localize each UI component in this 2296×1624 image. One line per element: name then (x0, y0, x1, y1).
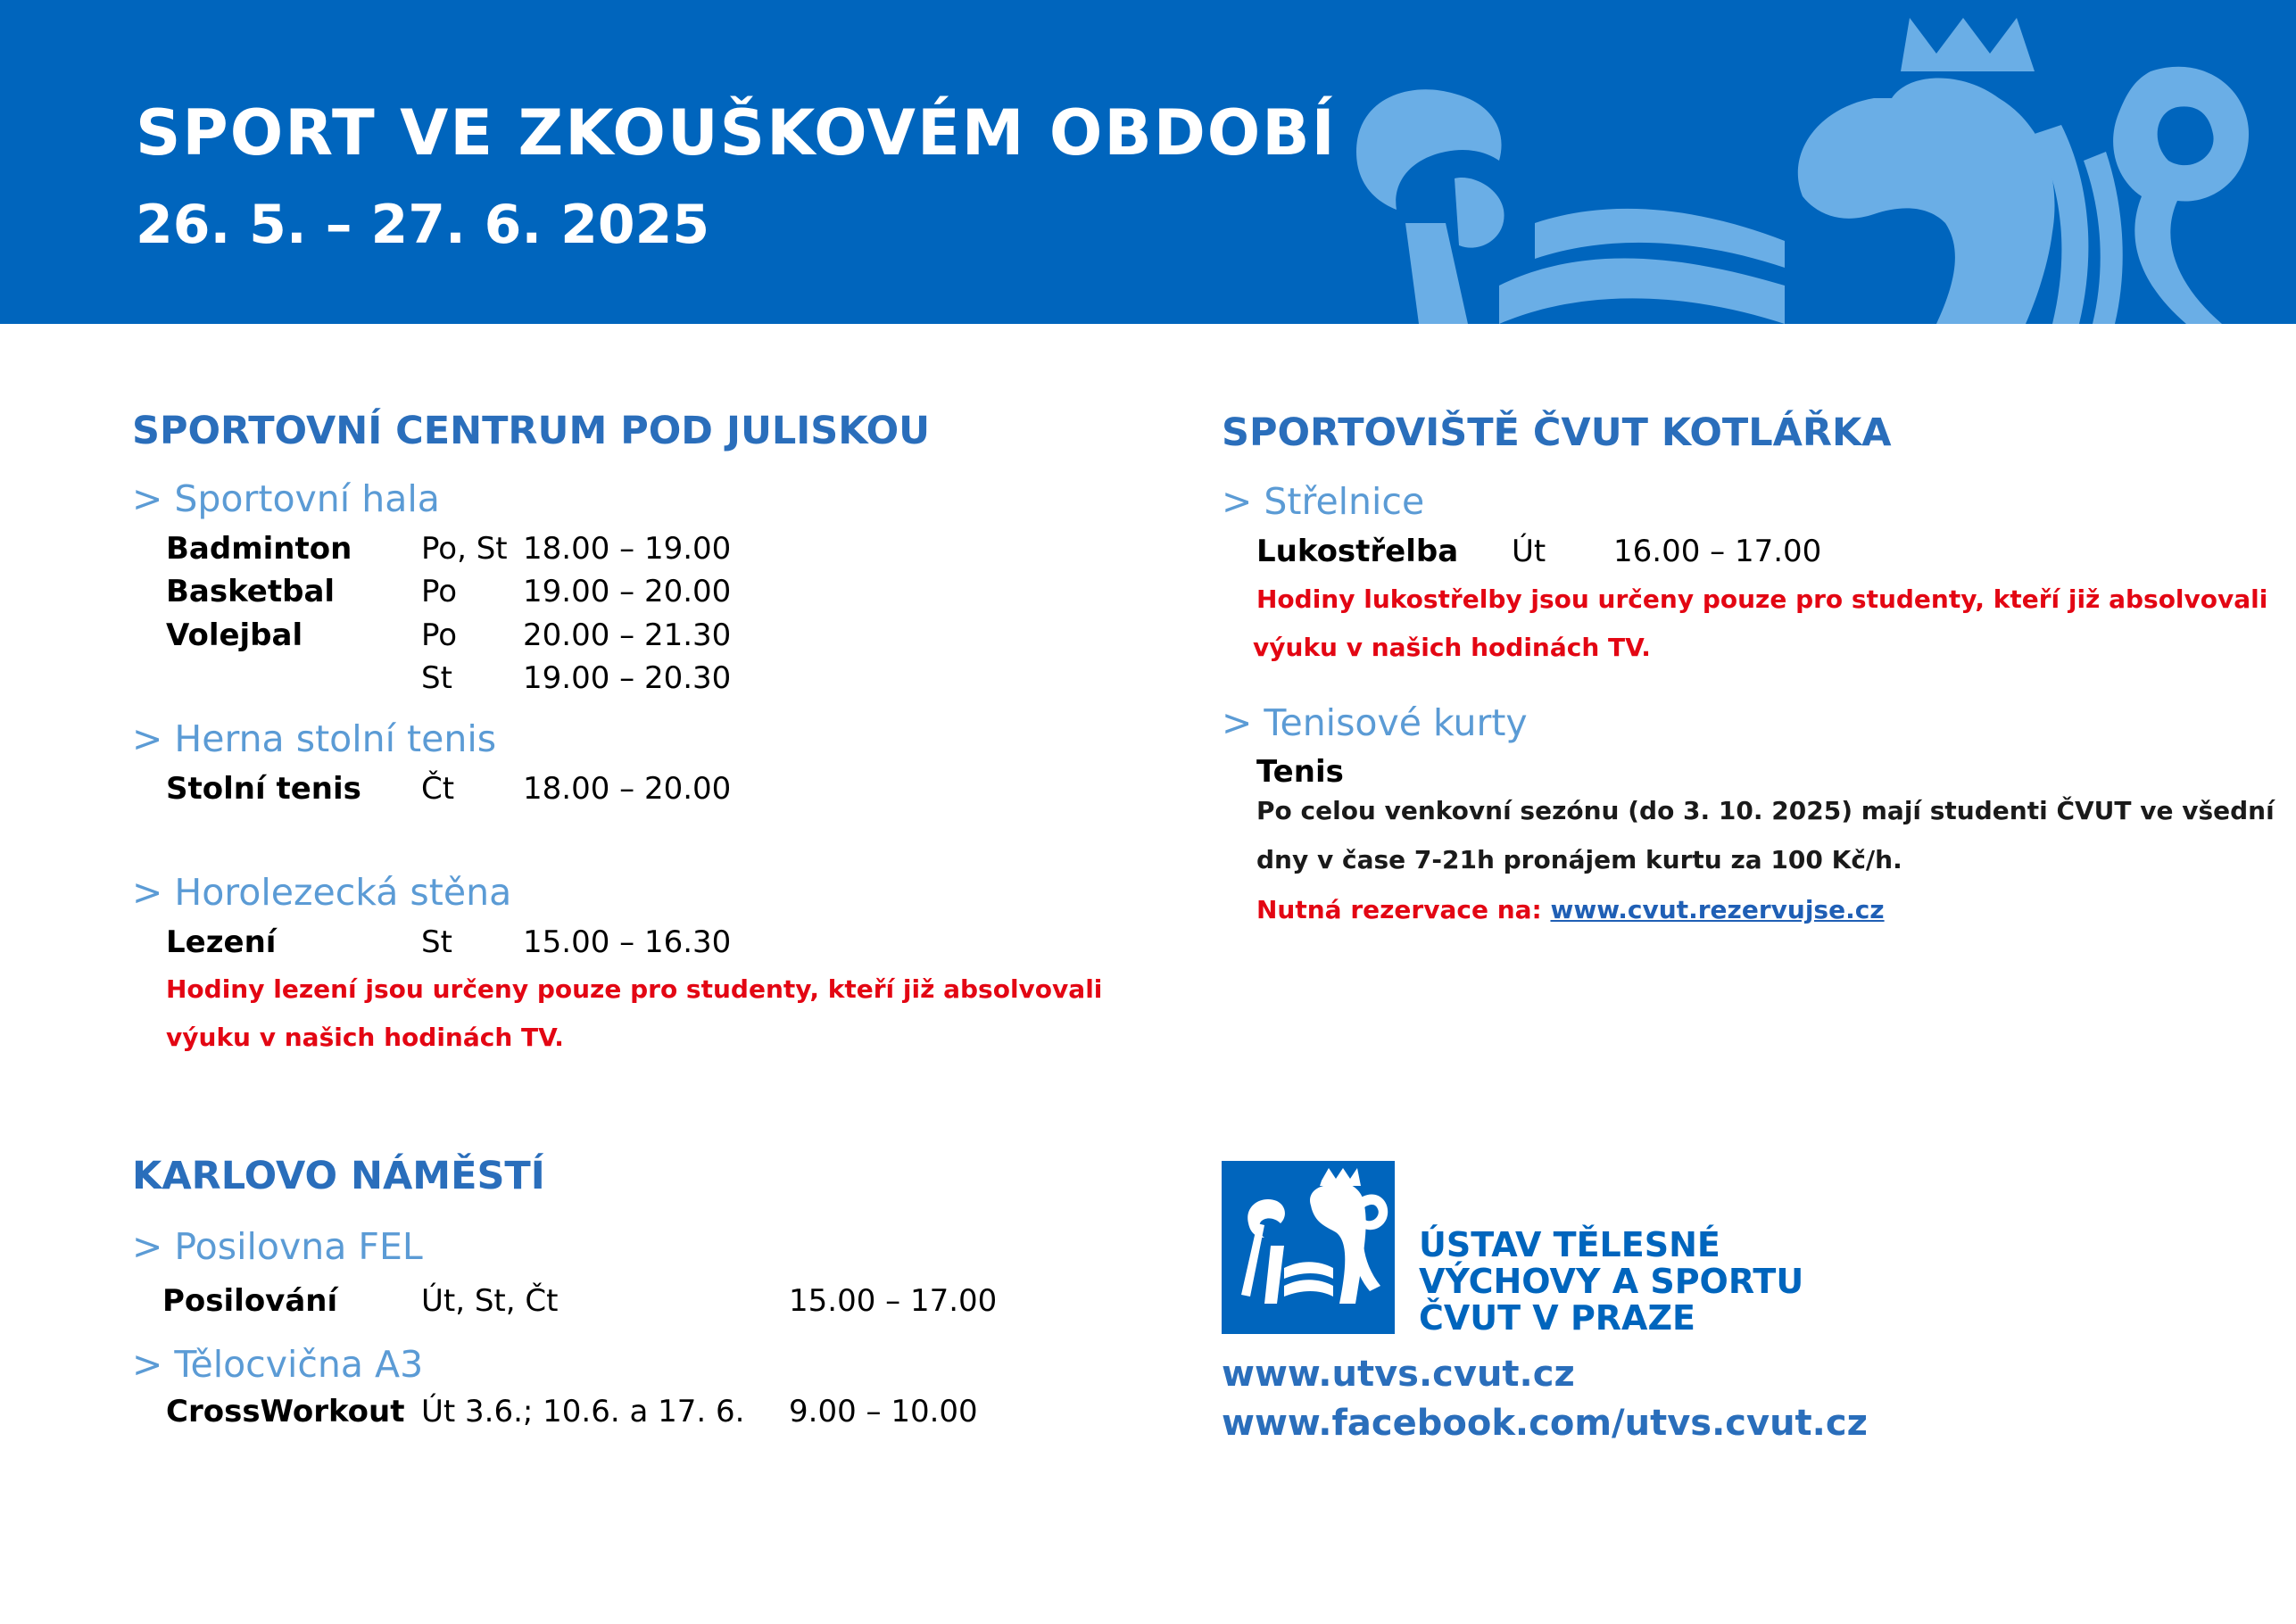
section-title-karlovo: KARLOVO NÁMĚSTÍ (132, 1154, 545, 1198)
day-value: St (421, 924, 452, 960)
day-value: St (421, 660, 452, 696)
subsection-posilovna: > Posilovna FEL (132, 1225, 423, 1268)
reservation-line (1256, 895, 1885, 924)
day-value: Út 3.6.; 10.6. a 17. 6. (421, 1394, 745, 1429)
activity-name: Posilování (162, 1283, 338, 1319)
climbing-note: Hodiny lezení jsou určeny pouze pro studenty, kteří již absolvovali (166, 974, 1103, 1004)
activity-name: Badminton (166, 531, 352, 567)
tennis-info: Po celou venkovní sezónu (do 3. 10. 2025) mají studenti ČVUT ve všední (1256, 796, 2275, 825)
time-value: 15.00 – 16.30 (523, 924, 732, 960)
day-value: Po (421, 617, 458, 653)
activity-name: Stolní tenis (166, 771, 361, 807)
subsection-horolezecka-stena: > Horolezecká stěna (132, 871, 512, 914)
time-value: 15.00 – 17.00 (789, 1283, 998, 1319)
cvut-logo (1222, 1161, 1395, 1334)
day-value: Čt (421, 771, 455, 807)
activity-name: Lukostřelba (1256, 534, 1459, 569)
day-value: Po (421, 574, 458, 609)
time-value: 18.00 – 19.00 (523, 531, 732, 567)
institute-name: ÚSTAV TĚLESNÉ (1419, 1225, 1720, 1264)
section-title-kotlarka: SPORTOVIŠTĚ ČVUT KOTLÁŘKA (1222, 410, 1892, 455)
activity-name: Tenis (1256, 754, 1344, 790)
time-value: 19.00 – 20.00 (523, 574, 732, 609)
reservation-label: Nutná rezervace na: (1256, 895, 1551, 924)
time-value: 18.00 – 20.00 (523, 771, 732, 807)
lion-logo-icon (1222, 1161, 1395, 1334)
page-title: SPORT VE ZKOUŠKOVÉM OBDOBÍ (136, 96, 1337, 170)
climbing-note: výuku v našich hodinách TV. (166, 1023, 564, 1052)
activity-name: Volejbal (166, 617, 303, 653)
day-value: Po, St (421, 531, 508, 567)
section-title-juliska: SPORTOVNÍ CENTRUM POD JULISKOU (132, 409, 931, 453)
institute-name: VÝCHOVY A SPORTU (1419, 1262, 1804, 1301)
time-value: 9.00 – 10.00 (789, 1394, 978, 1429)
activity-name: Lezení (166, 924, 277, 960)
facebook-link[interactable]: www.facebook.com/utvs.cvut.cz (1222, 1403, 1868, 1444)
website-link[interactable]: www.utvs.cvut.cz (1222, 1354, 1575, 1395)
activity-name: CrossWorkout (166, 1394, 405, 1429)
time-value: 16.00 – 17.00 (1613, 534, 1822, 569)
header-banner (0, 0, 2296, 324)
time-value: 19.00 – 20.30 (523, 660, 732, 696)
institute-name: ČVUT V PRAZE (1419, 1298, 1695, 1338)
subsection-herna: > Herna stolní tenis (132, 717, 497, 760)
archery-note: výuku v našich hodinách TV. (1253, 633, 1651, 662)
activity-name: Basketbal (166, 574, 336, 609)
lion-emblem-icon (1321, 18, 2267, 324)
subsection-tenisove-kurty: > Tenisové kurty (1222, 701, 1528, 744)
day-value: Út, St, Čt (421, 1283, 559, 1319)
subsection-strelnice: > Střelnice (1222, 480, 1425, 523)
reservation-link[interactable]: www.cvut.rezervujse.cz (1550, 895, 1885, 924)
date-range: 26. 5. – 27. 6. 2025 (136, 194, 710, 256)
tennis-info: dny v čase 7-21h pronájem kurtu za 100 Kč/h. (1256, 845, 1902, 874)
subsection-sportovni-hala: > Sportovní hala (132, 477, 440, 520)
subsection-telocvicna: > Tělocvična A3 (132, 1343, 424, 1386)
day-value: Út (1512, 534, 1546, 569)
time-value: 20.00 – 21.30 (523, 617, 732, 653)
archery-note: Hodiny lukostřelby jsou určeny pouze pro studenty, kteří již absolvovali (1256, 584, 2268, 614)
